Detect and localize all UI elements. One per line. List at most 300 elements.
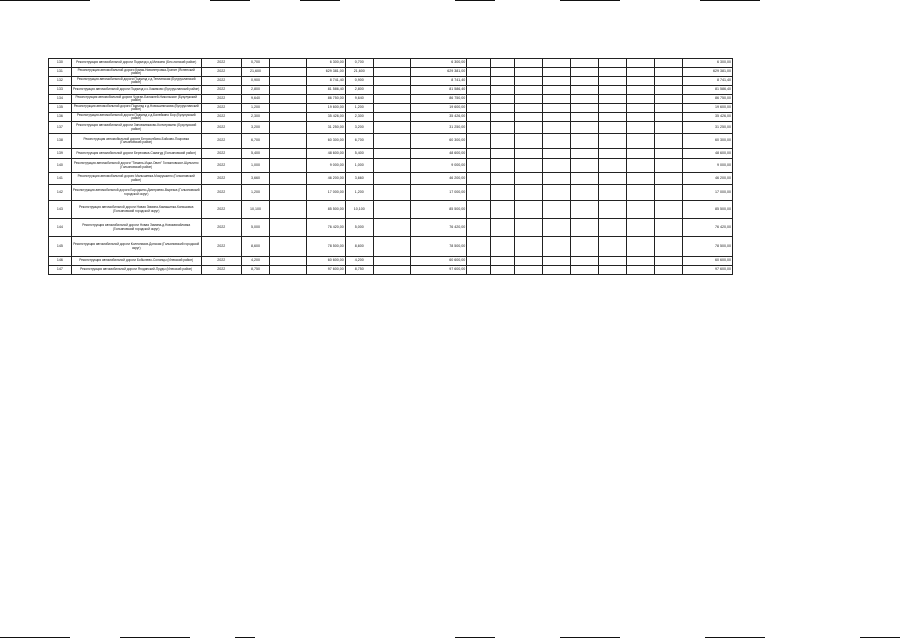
cell-name: Реконструкция автомобильной дороги Белохолбово-Бойково-Покровка (Гольяновский район) <box>71 134 201 149</box>
cell-n: 130 <box>49 59 72 68</box>
cell-empty <box>627 237 655 257</box>
cell-total: 9 000,00 <box>683 159 733 173</box>
scan-edge-mark <box>560 0 620 1</box>
cell-empty <box>467 159 491 173</box>
cell-year: 2022 <box>201 257 241 266</box>
cell-name: Реконструкция автомобильной дороги Подъезд к с.Хакимово (Бугурусланский район) <box>71 86 201 95</box>
cell-empty <box>514 104 542 113</box>
table-row <box>49 159 733 173</box>
cell-empty <box>598 257 626 266</box>
cell-empty <box>491 95 515 104</box>
cell-name: Реконструкция автомобильной дороги Подъезд к д.Теплинская (Бугурусланский район) <box>71 77 201 86</box>
cell-name: Реконструкция автомобильной дороги Зиновьевкаово-Колчерякино (Бузулукский район) <box>71 122 201 134</box>
cell-empty <box>598 134 626 149</box>
cell-empty <box>598 113 626 122</box>
cell-empty <box>627 86 655 95</box>
cell-c8 <box>373 104 410 113</box>
cell-c5 <box>270 104 307 113</box>
cell-km2: 4,200 <box>345 257 373 266</box>
cell-total: 86 750,00 <box>683 95 733 104</box>
cell-empty <box>514 173 542 185</box>
cell-empty <box>542 95 570 104</box>
cell-km: 6,700 <box>242 134 270 149</box>
cell-empty <box>491 122 515 134</box>
cell-sum2: 9 000,00 <box>411 159 467 173</box>
cell-empty <box>491 237 515 257</box>
cell-km2: 21,600 <box>345 68 373 77</box>
cell-empty <box>467 59 491 68</box>
cell-empty <box>627 113 655 122</box>
cell-empty <box>598 201 626 219</box>
cell-empty <box>627 219 655 237</box>
cell-empty <box>467 113 491 122</box>
cell-empty <box>491 104 515 113</box>
cell-empty <box>467 185 491 201</box>
cell-sum1: 85 500,00 <box>307 201 345 219</box>
cell-year: 2022 <box>201 59 241 68</box>
cell-km: 8,600 <box>242 237 270 257</box>
scan-edge-mark <box>700 0 760 1</box>
cell-empty <box>542 59 570 68</box>
cell-km2: 8,750 <box>345 266 373 275</box>
cell-empty <box>467 201 491 219</box>
cell-empty <box>655 219 683 237</box>
cell-empty <box>570 201 598 219</box>
cell-total: 48 600,00 <box>683 149 733 159</box>
cell-c8 <box>373 68 410 77</box>
cell-empty <box>598 173 626 185</box>
cell-sum1: 46 200,00 <box>307 173 345 185</box>
cell-c8 <box>373 237 410 257</box>
cell-sum2: 76 420,00 <box>411 219 467 237</box>
cell-empty <box>542 104 570 113</box>
cell-empty <box>514 68 542 77</box>
cell-km: 10,100 <box>242 201 270 219</box>
cell-sum1: 48 600,00 <box>307 149 345 159</box>
cell-name: Реконструкция автомобильной дороги Кумак-Новопетровка-Гранит (Ясненский район) <box>71 68 201 77</box>
cell-total: 97 600,00 <box>683 266 733 275</box>
cell-empty <box>570 95 598 104</box>
cell-empty <box>655 86 683 95</box>
cell-name: Реконструкция автомобильной дороги Березовка-Самогуд (Гольяновский район) <box>71 149 201 159</box>
cell-km: 1,200 <box>242 104 270 113</box>
cell-empty <box>655 122 683 134</box>
cell-empty <box>491 59 515 68</box>
table-row <box>49 77 733 86</box>
cell-empty <box>514 122 542 134</box>
cell-empty <box>598 159 626 173</box>
cell-empty <box>542 237 570 257</box>
cell-name: Реконструкция автомобильной дороги Новая Зимина-Камашинка-Коняшовка (Гольяновский городской округ) <box>71 201 201 219</box>
cell-empty <box>514 185 542 201</box>
cell-empty <box>655 257 683 266</box>
cell-km2: 2,800 <box>345 86 373 95</box>
cell-empty <box>598 122 626 134</box>
cell-total: 19 600,00 <box>683 104 733 113</box>
cell-sum2: 78 500,00 <box>411 237 467 257</box>
cell-empty <box>467 257 491 266</box>
cell-total: 35 426,00 <box>683 113 733 122</box>
cell-year: 2022 <box>201 159 241 173</box>
cell-empty <box>514 59 542 68</box>
cell-empty <box>467 149 491 159</box>
cell-c5 <box>270 237 307 257</box>
cell-c5 <box>270 201 307 219</box>
cell-empty <box>467 237 491 257</box>
cell-sum2: 629 381,00 <box>411 68 467 77</box>
cell-c5 <box>270 173 307 185</box>
table-body <box>49 59 733 275</box>
cell-empty <box>491 185 515 201</box>
cell-empty <box>542 173 570 185</box>
table-row <box>49 59 733 68</box>
cell-empty <box>542 149 570 159</box>
cell-empty <box>598 86 626 95</box>
cell-sum2: 86 750,00 <box>411 95 467 104</box>
table-row <box>49 95 733 104</box>
table-row <box>49 122 733 134</box>
cell-empty <box>491 134 515 149</box>
cell-km2: 1,200 <box>345 104 373 113</box>
cell-km: 3,200 <box>242 122 270 134</box>
cell-empty <box>598 104 626 113</box>
cell-c8 <box>373 77 410 86</box>
cell-empty <box>491 68 515 77</box>
cell-empty <box>491 257 515 266</box>
cell-empty <box>542 113 570 122</box>
cell-year: 2022 <box>201 104 241 113</box>
cell-empty <box>570 59 598 68</box>
scan-edge-mark <box>300 0 340 1</box>
cell-empty <box>570 113 598 122</box>
cell-c5 <box>270 219 307 237</box>
cell-c8 <box>373 59 410 68</box>
cell-empty <box>514 219 542 237</box>
cell-empty <box>514 86 542 95</box>
cell-empty <box>467 266 491 275</box>
cell-name: Реконструкция автомобильной дороги Колесников-Донская (Гольяновский городской округ) <box>71 237 201 257</box>
cell-sum2: 85 500,00 <box>411 201 467 219</box>
table-row <box>49 86 733 95</box>
cell-sum2: 97 600,00 <box>411 266 467 275</box>
cell-km2: 3,660 <box>345 173 373 185</box>
cell-c8 <box>373 149 410 159</box>
table-row <box>49 104 733 113</box>
cell-empty <box>491 159 515 173</box>
cell-empty <box>542 122 570 134</box>
cell-empty <box>491 86 515 95</box>
cell-c8 <box>373 122 410 134</box>
cell-empty <box>542 266 570 275</box>
cell-c8 <box>373 219 410 237</box>
cell-empty <box>627 104 655 113</box>
cell-empty <box>542 257 570 266</box>
table-row <box>49 237 733 257</box>
cell-name: Реконструкция автомобильной дороги Подъезд к д.Новошипичкова (Бугурусланский район) <box>71 104 201 113</box>
cell-empty <box>491 201 515 219</box>
cell-km: 9,640 <box>242 95 270 104</box>
cell-n: 141 <box>49 173 72 185</box>
cell-empty <box>570 173 598 185</box>
cell-empty <box>598 149 626 159</box>
cell-km: 3,660 <box>242 173 270 185</box>
cell-year: 2022 <box>201 201 241 219</box>
cell-sum2: 60 300,00 <box>411 134 467 149</box>
cell-km2: 0,900 <box>345 77 373 86</box>
cell-n: 142 <box>49 185 72 201</box>
cell-empty <box>514 237 542 257</box>
cell-sum1: 78 500,00 <box>307 237 345 257</box>
cell-sum2: 46 200,00 <box>411 173 467 185</box>
cell-c8 <box>373 159 410 173</box>
cell-c8 <box>373 185 410 201</box>
cell-n: 143 <box>49 201 72 219</box>
document-sheet <box>48 58 733 275</box>
cell-year: 2022 <box>201 149 241 159</box>
cell-empty <box>467 134 491 149</box>
cell-empty <box>655 134 683 149</box>
cell-c8 <box>373 134 410 149</box>
table-row <box>49 185 733 201</box>
cell-empty <box>655 68 683 77</box>
cell-empty <box>570 219 598 237</box>
cell-n: 131 <box>49 68 72 77</box>
cell-km: 5,400 <box>242 149 270 159</box>
cell-sum1: 17 000,00 <box>307 185 345 201</box>
cell-empty <box>627 201 655 219</box>
cell-empty <box>570 257 598 266</box>
cell-c8 <box>373 86 410 95</box>
cell-year: 2022 <box>201 266 241 275</box>
cell-empty <box>655 185 683 201</box>
cell-name: Реконструкция автомобильной дороги Чурган-Балаклей-Никольское (Бузулукский район) <box>71 95 201 104</box>
cell-total: 85 500,00 <box>683 201 733 219</box>
cell-sum2: 81 586,40 <box>411 86 467 95</box>
cell-total: 60 600,00 <box>683 257 733 266</box>
cell-empty <box>655 173 683 185</box>
cell-sum2: 17 000,00 <box>411 185 467 201</box>
cell-empty <box>627 77 655 86</box>
cell-empty <box>467 95 491 104</box>
cell-total: 629 381,00 <box>683 68 733 77</box>
cell-sum1: 81 586,40 <box>307 86 345 95</box>
cell-total: 17 000,00 <box>683 185 733 201</box>
cell-empty <box>598 219 626 237</box>
cell-c5 <box>270 149 307 159</box>
cell-n: 147 <box>49 266 72 275</box>
cell-n: 145 <box>49 237 72 257</box>
cell-empty <box>598 68 626 77</box>
cell-empty <box>570 86 598 95</box>
cell-empty <box>570 149 598 159</box>
cell-c5 <box>270 266 307 275</box>
cell-empty <box>627 185 655 201</box>
table-row <box>49 149 733 159</box>
cell-n: 132 <box>49 77 72 86</box>
cell-sum1: 19 600,00 <box>307 104 345 113</box>
table-row <box>49 173 733 185</box>
cell-empty <box>627 149 655 159</box>
cell-empty <box>542 219 570 237</box>
cell-empty <box>655 59 683 68</box>
cell-c5 <box>270 59 307 68</box>
cell-empty <box>467 104 491 113</box>
cell-empty <box>570 68 598 77</box>
cell-total: 60 300,00 <box>683 134 733 149</box>
cell-empty <box>542 185 570 201</box>
cell-km2: 1,200 <box>345 185 373 201</box>
cell-empty <box>514 77 542 86</box>
cell-n: 135 <box>49 104 72 113</box>
cell-total: 46 200,00 <box>683 173 733 185</box>
scan-edge-mark <box>705 637 765 638</box>
cell-empty <box>655 95 683 104</box>
cell-empty <box>467 122 491 134</box>
cell-empty <box>514 149 542 159</box>
cell-c5 <box>270 257 307 266</box>
cell-km: 1,200 <box>242 185 270 201</box>
cell-c5 <box>270 95 307 104</box>
cell-year: 2022 <box>201 237 241 257</box>
cell-total: 76 420,00 <box>683 219 733 237</box>
cell-sum2: 48 600,00 <box>411 149 467 159</box>
cell-empty <box>491 173 515 185</box>
cell-empty <box>491 77 515 86</box>
cell-empty <box>627 134 655 149</box>
cell-empty <box>627 257 655 266</box>
cell-name: Реконструкция автомобильной дороги Бородкино-Дмитриево-Вырезка (Гольяновский городской округ) <box>71 185 201 201</box>
cell-km2: 0,700 <box>345 59 373 68</box>
cell-sum1: 8 741,40 <box>307 77 345 86</box>
cell-empty <box>627 59 655 68</box>
cell-km: 4,200 <box>242 257 270 266</box>
scan-edge-mark <box>0 0 90 1</box>
cell-km: 8,750 <box>242 266 270 275</box>
cell-sum1: 60 300,00 <box>307 134 345 149</box>
scan-edge-mark <box>455 0 495 1</box>
cell-year: 2022 <box>201 113 241 122</box>
cell-km2: 10,100 <box>345 201 373 219</box>
cell-empty <box>570 159 598 173</box>
cell-year: 2022 <box>201 122 241 134</box>
cell-year: 2022 <box>201 185 241 201</box>
cell-c5 <box>270 113 307 122</box>
cell-empty <box>467 173 491 185</box>
table-row <box>49 68 733 77</box>
cell-empty <box>542 134 570 149</box>
cell-empty <box>467 68 491 77</box>
cell-empty <box>655 77 683 86</box>
cell-n: 139 <box>49 149 72 159</box>
cell-c8 <box>373 113 410 122</box>
cell-sum2: 6 300,00 <box>411 59 467 68</box>
scan-edge-mark <box>210 0 250 1</box>
table-row <box>49 113 733 122</box>
cell-sum1: 9 000,00 <box>307 159 345 173</box>
cell-km: 5,000 <box>242 219 270 237</box>
cell-year: 2022 <box>201 86 241 95</box>
cell-c8 <box>373 266 410 275</box>
cell-c5 <box>270 86 307 95</box>
cell-year: 2022 <box>201 68 241 77</box>
cell-c8 <box>373 173 410 185</box>
cell-km: 0,700 <box>242 59 270 68</box>
cell-empty <box>655 113 683 122</box>
cell-empty <box>655 201 683 219</box>
scan-edge-mark <box>860 637 900 638</box>
cell-km: 21,600 <box>242 68 270 77</box>
cell-n: 140 <box>49 159 72 173</box>
cell-n: 134 <box>49 95 72 104</box>
scan-edge-mark <box>455 637 495 638</box>
scan-edge-mark <box>560 637 620 638</box>
cell-km2: 1,000 <box>345 159 373 173</box>
table-row <box>49 266 733 275</box>
cell-empty <box>570 104 598 113</box>
road-reconstruction-table <box>48 58 733 275</box>
cell-sum1: 97 600,00 <box>307 266 345 275</box>
cell-empty <box>570 122 598 134</box>
cell-c8 <box>373 201 410 219</box>
cell-total: 31 250,00 <box>683 122 733 134</box>
cell-empty <box>514 159 542 173</box>
cell-empty <box>491 149 515 159</box>
cell-empty <box>467 86 491 95</box>
cell-c5 <box>270 122 307 134</box>
cell-n: 133 <box>49 86 72 95</box>
cell-empty <box>598 77 626 86</box>
cell-empty <box>491 113 515 122</box>
cell-name: Реконструкция автомобильной дороги Подъезд к д.Мичкино (Бес-понский район) <box>71 59 201 68</box>
cell-sum2: 8 741,40 <box>411 77 467 86</box>
cell-km2: 8,600 <box>345 237 373 257</box>
cell-empty <box>491 219 515 237</box>
cell-empty <box>542 68 570 77</box>
cell-n: 144 <box>49 219 72 237</box>
cell-total: 81 586,40 <box>683 86 733 95</box>
cell-km2: 5,400 <box>345 149 373 159</box>
cell-empty <box>655 266 683 275</box>
cell-sum1: 31 250,00 <box>307 122 345 134</box>
cell-empty <box>542 159 570 173</box>
cell-sum1: 629 381,00 <box>307 68 345 77</box>
cell-name: Реконструкция автомобильной дороги Ягодинский-Пруды (Илекский район) <box>71 266 201 275</box>
cell-km: 0,900 <box>242 77 270 86</box>
cell-c5 <box>270 134 307 149</box>
cell-year: 2022 <box>201 95 241 104</box>
cell-empty <box>655 237 683 257</box>
cell-n: 146 <box>49 257 72 266</box>
cell-sum2: 35 426,00 <box>411 113 467 122</box>
cell-empty <box>655 159 683 173</box>
cell-n: 137 <box>49 122 72 134</box>
cell-empty <box>542 201 570 219</box>
cell-empty <box>542 77 570 86</box>
cell-name: Реконструкция автомобильной дороги Подъезд к д.Балейкино Бор (Бузулукский район) <box>71 113 201 122</box>
cell-empty <box>570 237 598 257</box>
cell-sum1: 6 300,00 <box>307 59 345 68</box>
table-row <box>49 219 733 237</box>
cell-empty <box>467 219 491 237</box>
cell-c8 <box>373 95 410 104</box>
cell-km2: 5,000 <box>345 219 373 237</box>
cell-year: 2022 <box>201 134 241 149</box>
cell-empty <box>627 159 655 173</box>
cell-empty <box>542 86 570 95</box>
scan-edge-mark <box>0 637 70 638</box>
scan-edge-mark <box>120 637 190 638</box>
cell-empty <box>627 68 655 77</box>
